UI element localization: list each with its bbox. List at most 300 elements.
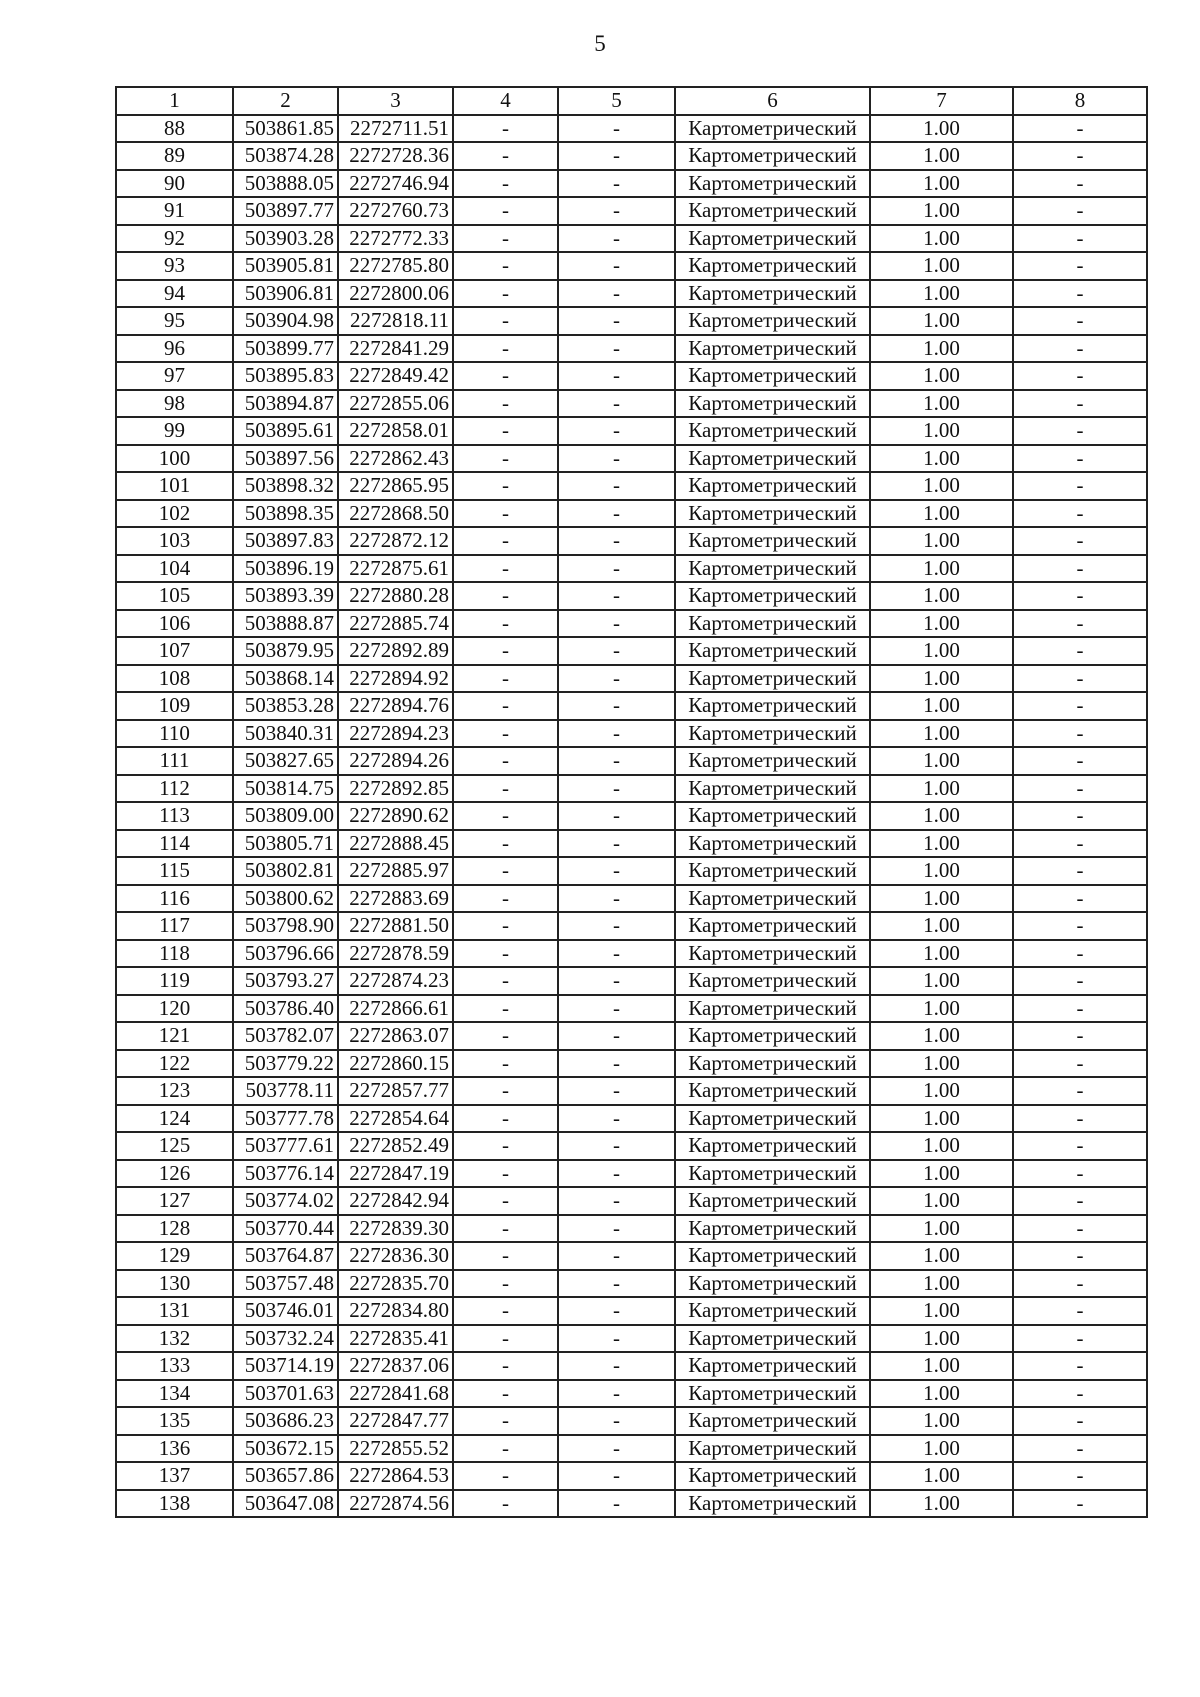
column-5-cell: - [558,582,675,610]
accuracy-cell: 1.00 [870,527,1013,555]
method-cell: Картометрический [675,1215,870,1243]
column-5-cell: - [558,802,675,830]
x-coordinate-cell: 503827.65 [233,747,338,775]
point-number-cell: 120 [116,995,233,1023]
method-cell: Картометрический [675,967,870,995]
method-cell: Картометрический [675,307,870,335]
accuracy-cell: 1.00 [870,775,1013,803]
point-number-cell: 96 [116,335,233,363]
x-coordinate-cell: 503809.00 [233,802,338,830]
x-coordinate-cell: 503746.01 [233,1297,338,1325]
method-cell: Картометрический [675,1407,870,1435]
method-cell: Картометрический [675,1462,870,1490]
column-5-cell: - [558,197,675,225]
column-header: 2 [233,87,338,115]
method-cell: Картометрический [675,1187,870,1215]
point-number-cell: 125 [116,1132,233,1160]
method-cell: Картометрический [675,197,870,225]
accuracy-cell: 1.00 [870,830,1013,858]
table-row [116,747,1147,775]
x-coordinate-cell: 503798.90 [233,912,338,940]
table-row [116,610,1147,638]
method-cell: Картометрический [675,720,870,748]
table-row [116,1215,1147,1243]
table-header-row [116,87,1147,115]
y-coordinate-cell: 2272880.28 [338,582,453,610]
column-8-cell: - [1013,527,1147,555]
method-cell: Картометрический [675,1490,870,1518]
x-coordinate-cell: 503879.95 [233,637,338,665]
table-row [116,692,1147,720]
accuracy-cell: 1.00 [870,115,1013,143]
method-cell: Картометрический [675,527,870,555]
column-4-cell: - [453,472,558,500]
column-5-cell: - [558,280,675,308]
accuracy-cell: 1.00 [870,665,1013,693]
table-row [116,170,1147,198]
point-number-cell: 135 [116,1407,233,1435]
table-row [116,1022,1147,1050]
column-5-cell: - [558,1407,675,1435]
column-5-cell: - [558,335,675,363]
method-cell: Картометрический [675,1132,870,1160]
column-5-cell: - [558,610,675,638]
accuracy-cell: 1.00 [870,197,1013,225]
column-5-cell: - [558,775,675,803]
y-coordinate-cell: 2272883.69 [338,885,453,913]
x-coordinate-cell: 503714.19 [233,1352,338,1380]
column-4-cell: - [453,170,558,198]
point-number-cell: 136 [116,1435,233,1463]
x-coordinate-cell: 503732.24 [233,1325,338,1353]
y-coordinate-cell: 2272835.70 [338,1270,453,1298]
method-cell: Картометрический [675,1297,870,1325]
accuracy-cell: 1.00 [870,1050,1013,1078]
column-5-cell: - [558,720,675,748]
column-4-cell: - [453,1352,558,1380]
y-coordinate-cell: 2272868.50 [338,500,453,528]
accuracy-cell: 1.00 [870,362,1013,390]
accuracy-cell: 1.00 [870,940,1013,968]
method-cell: Картометрический [675,390,870,418]
column-8-cell: - [1013,775,1147,803]
method-cell: Картометрический [675,280,870,308]
column-5-cell: - [558,967,675,995]
x-coordinate-cell: 503805.71 [233,830,338,858]
table-row [116,115,1147,143]
accuracy-cell: 1.00 [870,170,1013,198]
column-4-cell: - [453,417,558,445]
x-coordinate-cell: 503899.77 [233,335,338,363]
column-8-cell: - [1013,720,1147,748]
table-row [116,802,1147,830]
method-cell: Картометрический [675,252,870,280]
column-4-cell: - [453,527,558,555]
table-row [116,390,1147,418]
table-row [116,1187,1147,1215]
column-4-cell: - [453,912,558,940]
x-coordinate-cell: 503782.07 [233,1022,338,1050]
column-5-cell: - [558,1160,675,1188]
y-coordinate-cell: 2272881.50 [338,912,453,940]
point-number-cell: 130 [116,1270,233,1298]
point-number-cell: 102 [116,500,233,528]
column-8-cell: - [1013,747,1147,775]
method-cell: Картометрический [675,362,870,390]
y-coordinate-cell: 2272728.36 [338,142,453,170]
column-8-cell: - [1013,362,1147,390]
y-coordinate-cell: 2272839.30 [338,1215,453,1243]
column-4-cell: - [453,1187,558,1215]
accuracy-cell: 1.00 [870,610,1013,638]
accuracy-cell: 1.00 [870,472,1013,500]
accuracy-cell: 1.00 [870,912,1013,940]
accuracy-cell: 1.00 [870,857,1013,885]
x-coordinate-cell: 503888.87 [233,610,338,638]
y-coordinate-cell: 2272760.73 [338,197,453,225]
x-coordinate-cell: 503800.62 [233,885,338,913]
column-4-cell: - [453,857,558,885]
column-5-cell: - [558,1352,675,1380]
column-8-cell: - [1013,802,1147,830]
method-cell: Картометрический [675,1242,870,1270]
accuracy-cell: 1.00 [870,967,1013,995]
accuracy-cell: 1.00 [870,802,1013,830]
column-5-cell: - [558,555,675,583]
method-cell: Картометрический [675,802,870,830]
table-row [116,1270,1147,1298]
column-4-cell: - [453,1462,558,1490]
x-coordinate-cell: 503898.32 [233,472,338,500]
column-8-cell: - [1013,637,1147,665]
x-coordinate-cell: 503796.66 [233,940,338,968]
x-coordinate-cell: 503657.86 [233,1462,338,1490]
column-5-cell: - [558,362,675,390]
column-4-cell: - [453,637,558,665]
table-row [116,1297,1147,1325]
y-coordinate-cell: 2272836.30 [338,1242,453,1270]
column-8-cell: - [1013,252,1147,280]
method-cell: Картометрический [675,142,870,170]
method-cell: Картометрический [675,940,870,968]
column-4-cell: - [453,225,558,253]
column-5-cell: - [558,912,675,940]
column-8-cell: - [1013,1407,1147,1435]
column-4-cell: - [453,1242,558,1270]
column-8-cell: - [1013,1380,1147,1408]
table-row [116,830,1147,858]
accuracy-cell: 1.00 [870,417,1013,445]
point-number-cell: 117 [116,912,233,940]
column-8-cell: - [1013,1325,1147,1353]
column-5-cell: - [558,390,675,418]
table-row [116,967,1147,995]
column-5-cell: - [558,1325,675,1353]
column-4-cell: - [453,1435,558,1463]
column-4-cell: - [453,142,558,170]
accuracy-cell: 1.00 [870,1462,1013,1490]
column-5-cell: - [558,857,675,885]
x-coordinate-cell: 503802.81 [233,857,338,885]
column-4-cell: - [453,1022,558,1050]
column-4-cell: - [453,252,558,280]
point-number-cell: 91 [116,197,233,225]
column-4-cell: - [453,692,558,720]
point-number-cell: 89 [116,142,233,170]
y-coordinate-cell: 2272892.89 [338,637,453,665]
accuracy-cell: 1.00 [870,582,1013,610]
column-4-cell: - [453,1490,558,1518]
column-8-cell: - [1013,307,1147,335]
column-4-cell: - [453,1215,558,1243]
column-8-cell: - [1013,1462,1147,1490]
column-5-cell: - [558,500,675,528]
accuracy-cell: 1.00 [870,142,1013,170]
point-number-cell: 138 [116,1490,233,1518]
column-8-cell: - [1013,555,1147,583]
point-number-cell: 94 [116,280,233,308]
column-header: 6 [675,87,870,115]
accuracy-cell: 1.00 [870,1160,1013,1188]
method-cell: Картометрический [675,1105,870,1133]
column-4-cell: - [453,1270,558,1298]
y-coordinate-cell: 2272888.45 [338,830,453,858]
method-cell: Картометрический [675,830,870,858]
column-5-cell: - [558,225,675,253]
point-number-cell: 90 [116,170,233,198]
column-4-cell: - [453,830,558,858]
table-row [116,335,1147,363]
y-coordinate-cell: 2272894.92 [338,665,453,693]
column-5-cell: - [558,885,675,913]
accuracy-cell: 1.00 [870,1132,1013,1160]
column-4-cell: - [453,390,558,418]
x-coordinate-cell: 503898.35 [233,500,338,528]
column-4-cell: - [453,500,558,528]
point-number-cell: 92 [116,225,233,253]
table-row [116,307,1147,335]
column-4-cell: - [453,197,558,225]
accuracy-cell: 1.00 [870,720,1013,748]
table-row [116,142,1147,170]
x-coordinate-cell: 503757.48 [233,1270,338,1298]
point-number-cell: 129 [116,1242,233,1270]
column-8-cell: - [1013,335,1147,363]
y-coordinate-cell: 2272849.42 [338,362,453,390]
method-cell: Картометрический [675,1325,870,1353]
method-cell: Картометрический [675,170,870,198]
column-header: 3 [338,87,453,115]
column-5-cell: - [558,637,675,665]
column-8-cell: - [1013,1132,1147,1160]
method-cell: Картометрический [675,225,870,253]
table-row [116,857,1147,885]
column-8-cell: - [1013,1105,1147,1133]
y-coordinate-cell: 2272894.26 [338,747,453,775]
x-coordinate-cell: 503904.98 [233,307,338,335]
column-5-cell: - [558,1187,675,1215]
y-coordinate-cell: 2272894.23 [338,720,453,748]
column-4-cell: - [453,995,558,1023]
x-coordinate-cell: 503888.05 [233,170,338,198]
method-cell: Картометрический [675,1160,870,1188]
column-4-cell: - [453,1105,558,1133]
point-number-cell: 105 [116,582,233,610]
x-coordinate-cell: 503861.85 [233,115,338,143]
table-row [116,665,1147,693]
y-coordinate-cell: 2272841.29 [338,335,453,363]
column-4-cell: - [453,1050,558,1078]
point-number-cell: 119 [116,967,233,995]
point-number-cell: 133 [116,1352,233,1380]
method-cell: Картометрический [675,1352,870,1380]
point-number-cell: 97 [116,362,233,390]
x-coordinate-cell: 503786.40 [233,995,338,1023]
column-5-cell: - [558,417,675,445]
accuracy-cell: 1.00 [870,445,1013,473]
column-4-cell: - [453,720,558,748]
accuracy-cell: 1.00 [870,1407,1013,1435]
point-number-cell: 101 [116,472,233,500]
column-5-cell: - [558,1297,675,1325]
table-row [116,280,1147,308]
y-coordinate-cell: 2272892.85 [338,775,453,803]
table-row [116,500,1147,528]
point-number-cell: 132 [116,1325,233,1353]
table-row [116,1407,1147,1435]
point-number-cell: 88 [116,115,233,143]
x-coordinate-cell: 503895.61 [233,417,338,445]
column-5-cell: - [558,1132,675,1160]
column-8-cell: - [1013,967,1147,995]
x-coordinate-cell: 503874.28 [233,142,338,170]
column-4-cell: - [453,747,558,775]
column-4-cell: - [453,1132,558,1160]
point-number-cell: 107 [116,637,233,665]
y-coordinate-cell: 2272772.33 [338,225,453,253]
column-8-cell: - [1013,610,1147,638]
accuracy-cell: 1.00 [870,1270,1013,1298]
point-number-cell: 128 [116,1215,233,1243]
column-8-cell: - [1013,472,1147,500]
column-4-cell: - [453,1160,558,1188]
y-coordinate-cell: 2272874.56 [338,1490,453,1518]
accuracy-cell: 1.00 [870,1215,1013,1243]
method-cell: Картометрический [675,995,870,1023]
column-4-cell: - [453,307,558,335]
accuracy-cell: 1.00 [870,280,1013,308]
column-4-cell: - [453,665,558,693]
method-cell: Картометрический [675,1270,870,1298]
y-coordinate-cell: 2272872.12 [338,527,453,555]
y-coordinate-cell: 2272835.41 [338,1325,453,1353]
x-coordinate-cell: 503777.78 [233,1105,338,1133]
column-8-cell: - [1013,390,1147,418]
y-coordinate-cell: 2272785.80 [338,252,453,280]
method-cell: Картометрический [675,610,870,638]
column-8-cell: - [1013,1187,1147,1215]
table-row [116,197,1147,225]
y-coordinate-cell: 2272878.59 [338,940,453,968]
column-8-cell: - [1013,857,1147,885]
method-cell: Картометрический [675,1435,870,1463]
accuracy-cell: 1.00 [870,885,1013,913]
table-body [116,115,1147,1518]
accuracy-cell: 1.00 [870,1105,1013,1133]
accuracy-cell: 1.00 [870,692,1013,720]
table-row [116,720,1147,748]
column-8-cell: - [1013,1215,1147,1243]
point-number-cell: 115 [116,857,233,885]
table-row [116,775,1147,803]
column-8-cell: - [1013,225,1147,253]
column-8-cell: - [1013,115,1147,143]
column-8-cell: - [1013,912,1147,940]
method-cell: Картометрический [675,445,870,473]
point-number-cell: 123 [116,1077,233,1105]
accuracy-cell: 1.00 [870,1325,1013,1353]
column-8-cell: - [1013,500,1147,528]
table-row [116,225,1147,253]
column-4-cell: - [453,1407,558,1435]
table-row [116,527,1147,555]
accuracy-cell: 1.00 [870,1077,1013,1105]
table-row [116,885,1147,913]
column-5-cell: - [558,1435,675,1463]
method-cell: Картометрический [675,665,870,693]
point-number-cell: 99 [116,417,233,445]
table-row [116,637,1147,665]
accuracy-cell: 1.00 [870,1490,1013,1518]
accuracy-cell: 1.00 [870,252,1013,280]
y-coordinate-cell: 2272857.77 [338,1077,453,1105]
table-row [116,472,1147,500]
point-number-cell: 118 [116,940,233,968]
method-cell: Картометрический [675,417,870,445]
column-8-cell: - [1013,1242,1147,1270]
table-row [116,1160,1147,1188]
x-coordinate-cell: 503897.83 [233,527,338,555]
method-cell: Картометрический [675,115,870,143]
column-4-cell: - [453,335,558,363]
table-row [116,252,1147,280]
y-coordinate-cell: 2272863.07 [338,1022,453,1050]
column-5-cell: - [558,527,675,555]
column-8-cell: - [1013,940,1147,968]
column-5-cell: - [558,1380,675,1408]
table-row [116,417,1147,445]
column-5-cell: - [558,665,675,693]
y-coordinate-cell: 2272860.15 [338,1050,453,1078]
x-coordinate-cell: 503906.81 [233,280,338,308]
y-coordinate-cell: 2272818.11 [338,307,453,335]
accuracy-cell: 1.00 [870,225,1013,253]
column-8-cell: - [1013,1297,1147,1325]
point-number-cell: 104 [116,555,233,583]
column-8-cell: - [1013,1352,1147,1380]
method-cell: Картометрический [675,1022,870,1050]
x-coordinate-cell: 503903.28 [233,225,338,253]
column-8-cell: - [1013,1050,1147,1078]
column-4-cell: - [453,1325,558,1353]
table-row [116,1050,1147,1078]
accuracy-cell: 1.00 [870,307,1013,335]
column-8-cell: - [1013,1077,1147,1105]
column-8-cell: - [1013,1435,1147,1463]
accuracy-cell: 1.00 [870,555,1013,583]
table-row [116,1077,1147,1105]
column-5-cell: - [558,1105,675,1133]
